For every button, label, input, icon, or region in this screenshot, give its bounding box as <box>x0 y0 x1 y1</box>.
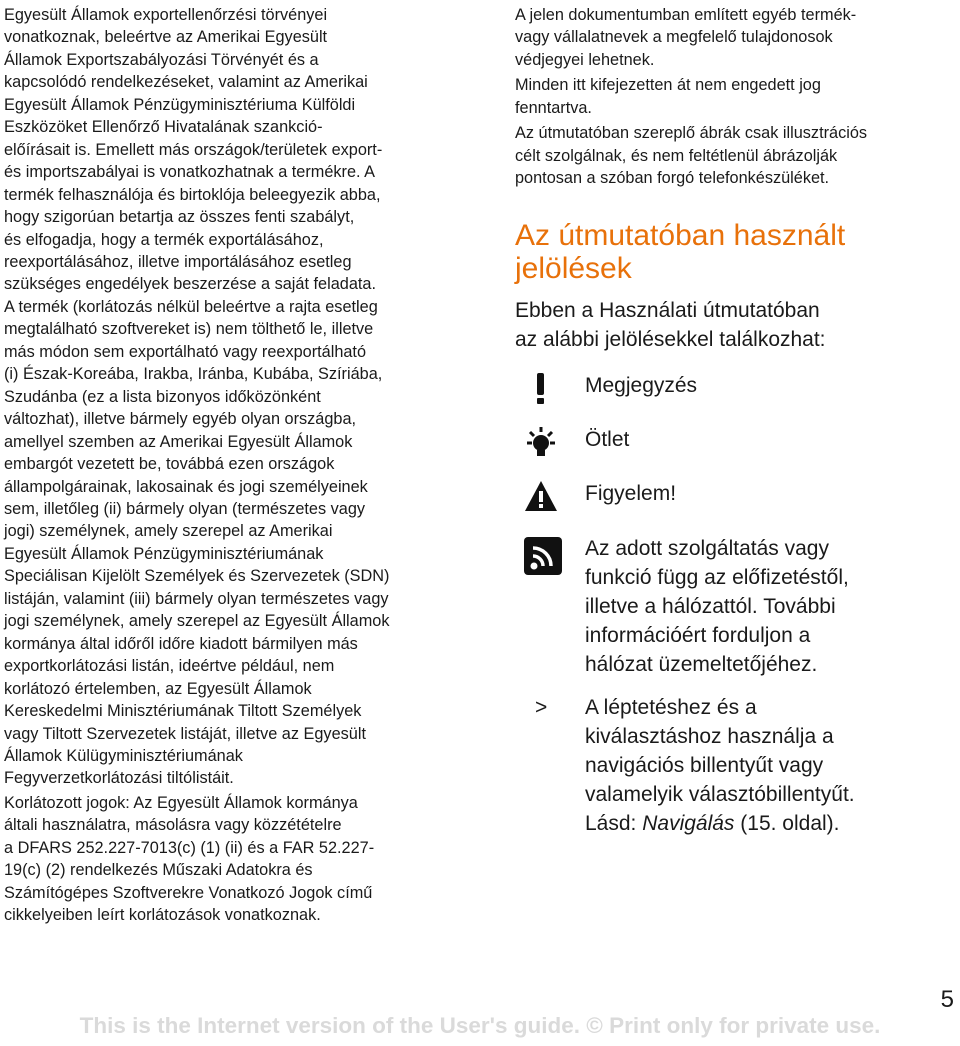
marker-tip <box>515 425 955 461</box>
right-column <box>515 4 955 355</box>
lightbulb-icon <box>523 425 559 461</box>
trademark-note: A jelen dokumentumban említett egyéb termék- vagy vállalatnevek a megfelelő tulajdonosok védjegyei lehetnek. <box>515 6 857 69</box>
section-heading: Az útmutatóban használt jelölések <box>515 218 846 286</box>
marker-tip-label: Ötlet <box>585 428 630 451</box>
marker-warning-label: Figyelem! <box>585 482 677 505</box>
page-number: 5 <box>940 986 954 1013</box>
navigation-link[interactable]: Navigálás <box>642 812 735 835</box>
warning-triangle-icon <box>523 479 559 515</box>
export-regulations-paragraph: Egyesült Államok exportellenőrzési törvényei vonatkoznak, beleértve az Amerikai Egyesült Államok Exportszabályozási Törvényét és a kapcsolódó rendelkezéseket, valamint az Amerikai Egyesült Államok Pénzügyminisztériuma Külföldi Eszközöket Ellenőrző Hivatalának szankció- előírásait is. Emellett más országok/területek export- és importszabályai is vonatkozhatnak a termékre. A termék felhasználója és birtoklója beleegyezik abba, hogy szigorúan betartja az összes fenti szabályt, és elfogadja, hogy a termék exportálásához, reexportálásához, illetve importálásához esetleg szükséges engedélyek beszerzése a saját feladata. A termék (korlátozás nélkül beleértve a rajta esetleg megtalálható szoftvereket is) nem tölthető le, illetve más módon sem exportálható vagy reexportálható (i) Észak-Koreába, Irakba, Iránba, Kubába, Szíriába, Szudánba (ez a lista bizonyos időközönként változhat), illetve bármely egyéb olyan országba, amellyel szemben az Amerikai Egyesült Államok embargót vezetett be, továbbá ezen országok állampolgárainak, lakosainak és jogi személyeinek sem, illetőleg (ii) bármely olyan (természetes vagy jogi) személynek, amely szerepel az Amerikai Egyesült Államok Pénzügyminisztériumának Speciálisan Kijelölt Személyek és Szervezetek (SDN) listáján, valamint (iii) bármely olyan természetes vagy jogi személynek, amely szerepel az Egyesült Államok kormánya által időről időre kiadott bármilyen más exportkorlátozási listán, ideértve például, nem korlátozó értelemben, az Egyesült Államok Kereskedelmi Minisztériumának Tiltott Személyek vagy Tiltott Szervezetek listáját, illetve az Egyesült Államok Külügyminisztériumának Fegyverzetkorlátozási tiltólistáit. <box>4 6 390 788</box>
left-column <box>4 4 456 927</box>
marker-operator <box>515 534 955 684</box>
navigation-symbol: > <box>535 696 548 719</box>
illustration-note: Az útmutatóban szereplő ábrák csak illusztrációs célt szolgálnak, és nem feltétlenül ábrázolják pontosan a szóban forgó telefonkészüléket. <box>515 124 868 188</box>
restricted-rights-paragraph: Korlátozott jogok: Az Egyesült Államok kormánya általi használatra, másolásra vagy közzétételre a DFARS 252.227-7013(c) (1) (ii) és a FAR 52.227- 19(c) (2) rendelkezés Műszaki Adatokra és Számítógépes Szoftverekre Vonatkozó Jogok című cikkelyeiben leírt korlátozások vonatkoznak. <box>4 793 375 925</box>
watermark: This is the Internet version of the User's guide. © Print only for private use. <box>79 1013 881 1038</box>
marker-warning <box>515 479 955 515</box>
navigation-text <box>585 693 950 838</box>
operator-service-icon <box>523 536 563 576</box>
marker-note-label: Megjegyzés <box>585 374 698 397</box>
rights-reserved-note: Minden itt kifejezetten át nem engedett jog fenntartva. <box>515 76 821 117</box>
navigation-text-after: (15. oldal). <box>734 812 840 835</box>
marker-note <box>515 371 955 407</box>
exclamation-icon <box>523 371 559 407</box>
section-intro: Ebben a Használati útmutatóban az alábbi jelölésekkel találkozhat: <box>515 298 826 352</box>
navigation-text-before: A léptetéshez és a kiválasztáshoz használja a navigációs billentyűt vagy valamelyik választóbillentyűt. Lásd: <box>585 696 855 835</box>
marker-operator-label: Az adott szolgáltatás vagy funkció függ az előfizetéstől, illetve a hálózattól. További információért forduljon a hálózat üzemeltetőjéhez. <box>585 537 849 676</box>
navigation-instruction <box>515 693 955 838</box>
